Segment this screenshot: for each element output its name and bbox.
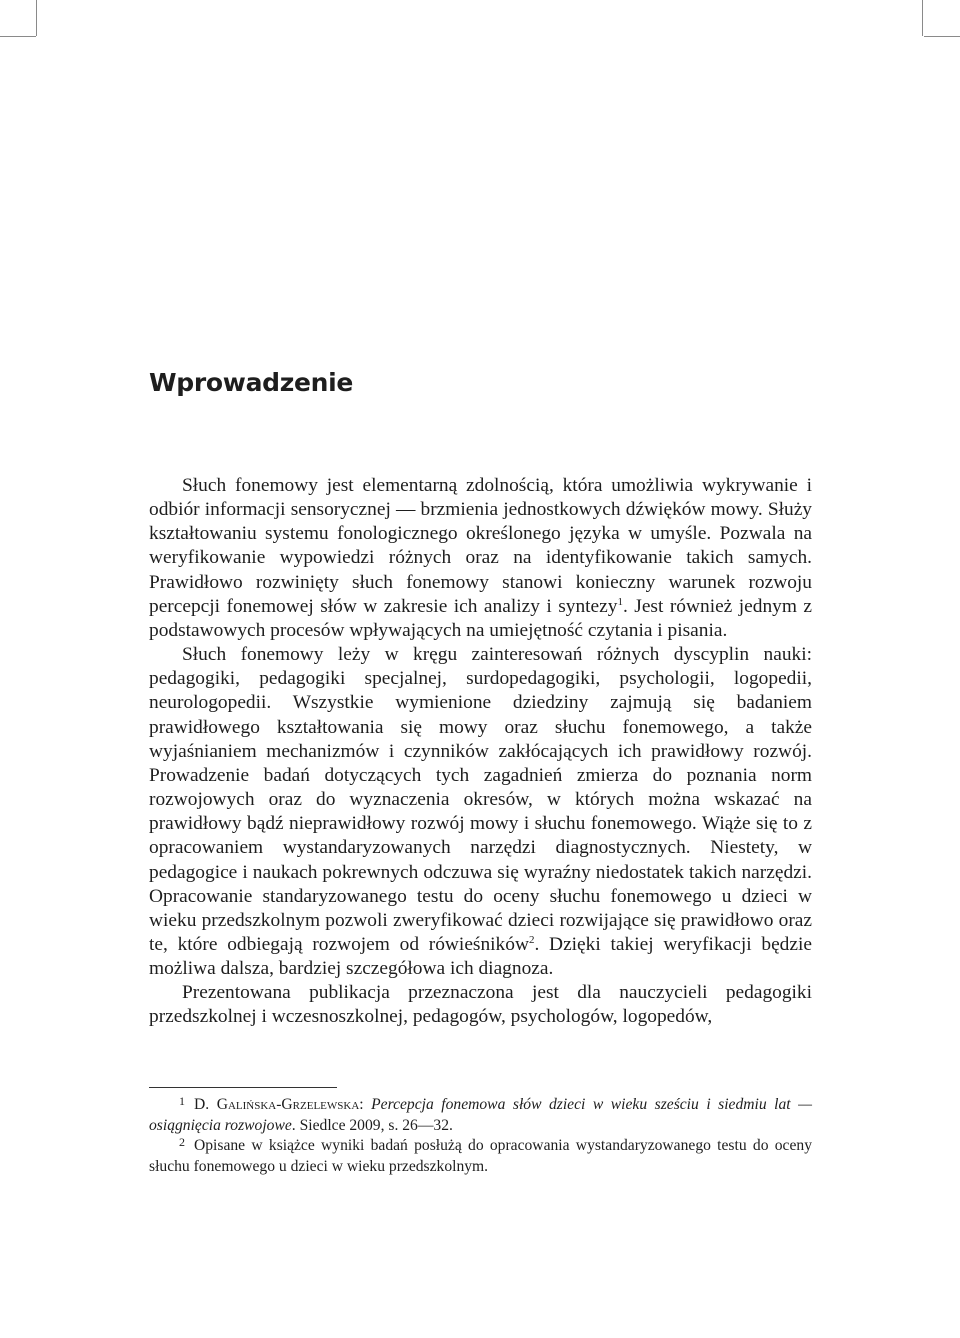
crop-mark-top-right-horizontal bbox=[924, 36, 960, 37]
footnote-1: $^1$ D. Galińska-Grzelewska: Percepcja fonemowa słów dzieci w wieku sześciu i siedmiu lat — osiągnięcia rozwojowe. Siedlce 2009, s. 26—32. bbox=[149, 1094, 813, 1134]
footnote-mark: 2 bbox=[179, 1135, 185, 1150]
footnotes bbox=[149, 1095, 812, 1177]
footnote-book-title: Percepcja fonemowa słów dzieci w wieku sześciu i siedmiu lat — osiągnięcia rozwojowe bbox=[149, 1096, 813, 1134]
chapter-title: Wprowadzenie bbox=[149, 368, 354, 397]
paragraph-3: Prezentowana publikacja przeznaczona jest dla nauczycieli pedagogiki przedszkolnej i wczesnoszkolnej, pedagogów, psychologów, logopedów, bbox=[149, 982, 812, 1028]
paragraph-1: Słuch fonemowy jest elementarną zdolnością, która umożliwia wykrywanie i odbiór informacji sensorycznej — brzmienia jednostkowych dźwięków mowy. Służy kształtowaniu systemu fonologicznego określonego języka w umyśle. Pozwala na weryfikowanie wypowiedzi różnych oraz na identyfikowanie takich samych. Prawidłowo rozwinięty słuch fonemowy stanowi konieczny warunek rozwoju percepcji fonemowej słów w zakresie ich analizy i syntezy$^1$. Jest również jednym z podstawowych procesów wpływających na umiejętność czytania i pisania. bbox=[149, 475, 812, 641]
body-text bbox=[149, 474, 812, 1030]
footnote-author: Galińska-Grzelewska bbox=[216, 1096, 360, 1113]
footnote-ref-1[interactable]: 1 bbox=[617, 595, 623, 608]
footnote-separator bbox=[149, 1087, 337, 1088]
crop-mark-top-right-vertical bbox=[922, 0, 923, 36]
footnote-ref-2[interactable]: 2 bbox=[528, 933, 535, 946]
crop-mark-top-left-vertical bbox=[36, 0, 37, 36]
footnote-2: $^2$ Opisane w książce wyniki badań posłużą do opracowania wystandaryzowanego testu do oceny słuchu fonemowego u dzieci w wieku przedszkolnym. bbox=[149, 1135, 812, 1175]
paragraph-2: Słuch fonemowy leży w kręgu zainteresowań różnych dyscyplin nauki: pedagogiki, pedagogiki specjalnej, surdopedagogiki, psychologii, logopedii, neurologopedii. Wszystkie wymienione dziedziny zajmują się badaniem prawidłowego kształtowania się mowy oraz słuchu fonemowego, a także wyjaśnianiem mechanizmów i czynników zakłócających ich prawidłowy rozwój. Prowadzenie badań dotyczących tych zagadnień zmierza do poznania norm rozwojowych oraz do wyznaczenia okresów, w których można wskazać na prawidłowy bądź nieprawidłowy rozwój mowy i słuchu fonemowego. Wiąże się to z opracowaniem wystandaryzowanych narzędzi diagnostycznych. Niestety, w pedagogice i naukach pokrewnych odczuwa się wyraźny niedostatek takich narzędzi. Opracowanie standaryzowanego testu do oceny słuchu fonemowego u dzieci w wieku przedszkolnym pozwoli zweryfikować dzieci rozwijające się prawidłowo oraz te, które odbiegają rozwojem od rówieśników$^2$. Dzięki takiej weryfikacji będzie możliwa dalsza, bardziej szczegółowa ich diagnoza. bbox=[149, 644, 812, 980]
crop-mark-top-left-horizontal bbox=[0, 36, 36, 37]
footnote-mark: 1 bbox=[179, 1094, 185, 1108]
